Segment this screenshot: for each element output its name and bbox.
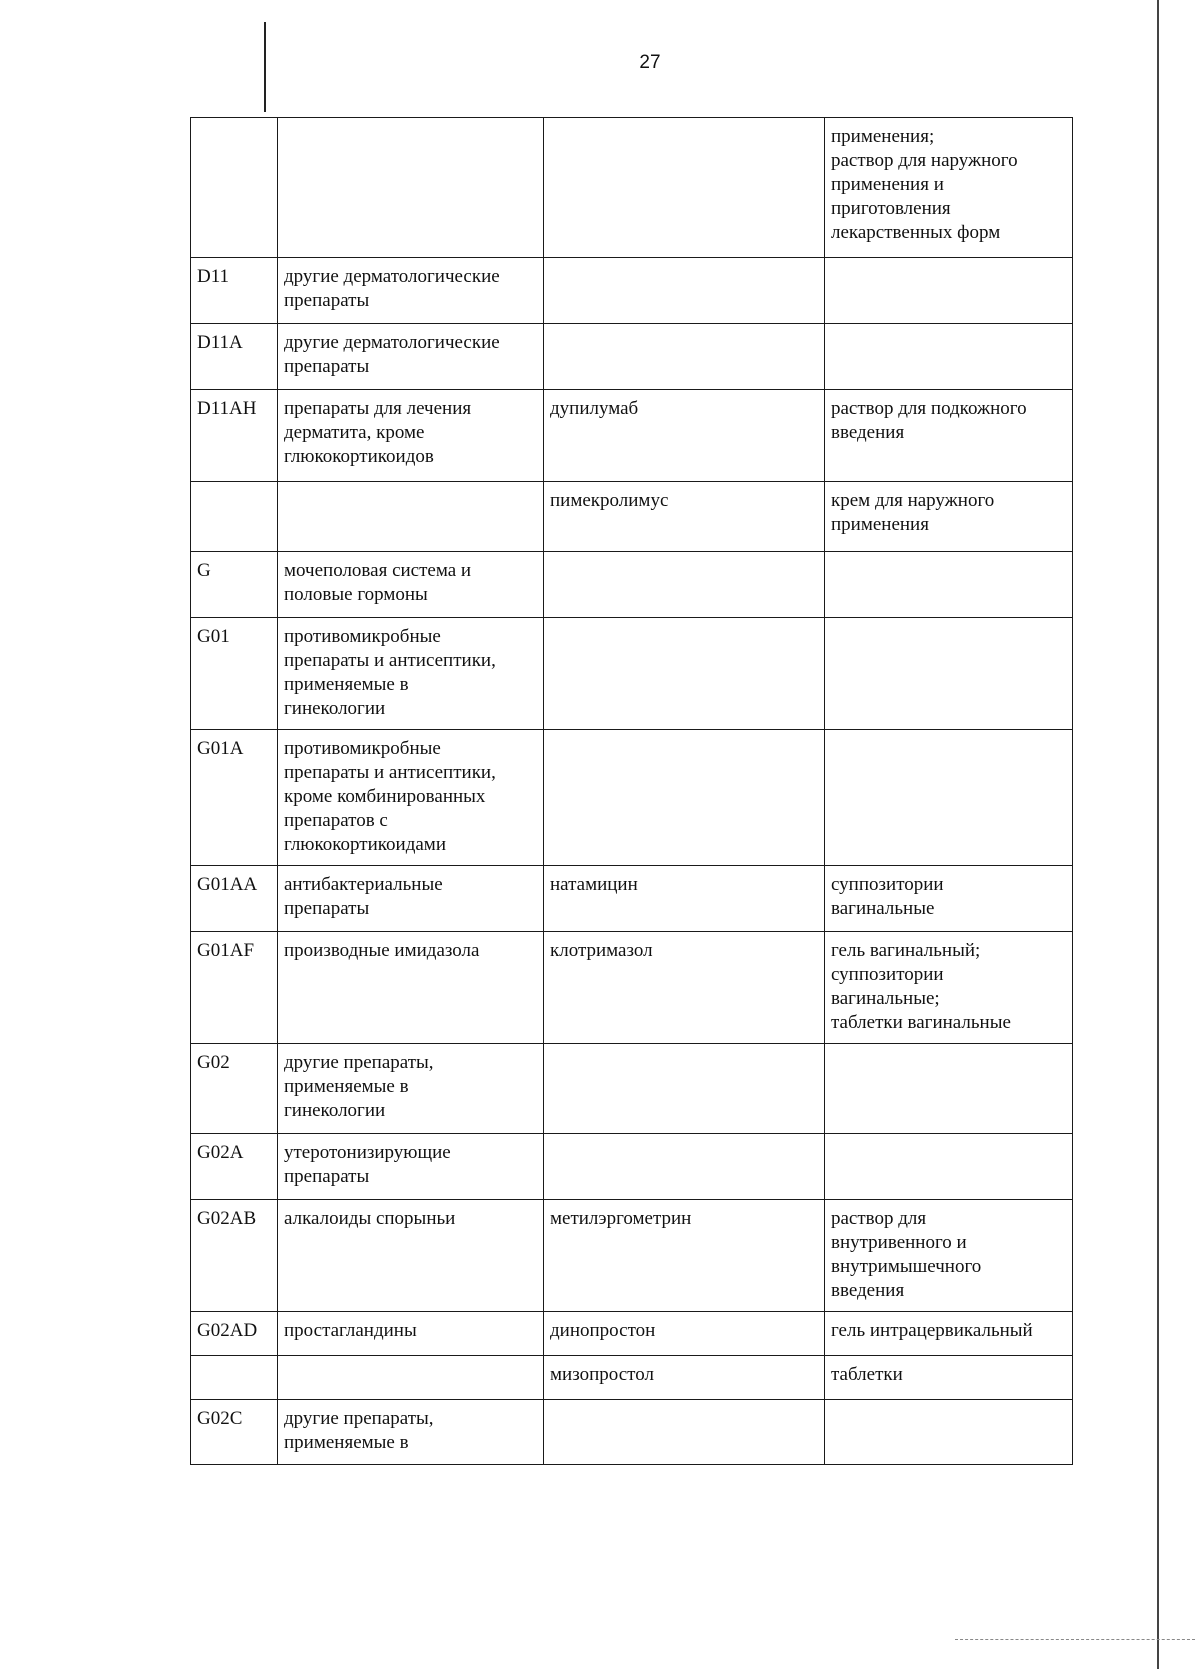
table-row — [191, 324, 1073, 390]
anatomic-group-cell — [278, 390, 544, 482]
drug-name-cell — [544, 932, 825, 1044]
anatomic-group-cell-line: производные имидазола — [284, 940, 480, 961]
dosage-form-cell — [825, 932, 1073, 1044]
dosage-form-cell-line: раствор для подкожного — [831, 398, 1027, 419]
dosage-form-cell-line: применения и — [831, 174, 944, 195]
drug-name-cell — [544, 324, 825, 390]
ath-code-cell — [191, 866, 278, 932]
dosage-form-cell-line: вагинальные — [831, 898, 935, 919]
anatomic-group-cell-line: другие препараты, — [284, 1052, 434, 1073]
table-row — [191, 390, 1073, 482]
dosage-form-cell — [825, 390, 1073, 482]
dosage-form-cell — [825, 1200, 1073, 1312]
drug-name-cell — [544, 1312, 825, 1356]
table-row — [191, 1044, 1073, 1134]
ath-code-cell — [191, 1200, 278, 1312]
dosage-form-cell — [825, 482, 1073, 552]
dosage-form-cell-line: раствор для — [831, 1208, 927, 1229]
table-row — [191, 618, 1073, 730]
table-row — [191, 1312, 1073, 1356]
anatomic-group-cell-line: препараты для лечения — [284, 398, 472, 419]
scan-dashed-mark — [955, 1639, 1195, 1641]
ath-code-cell-text: G — [197, 560, 211, 581]
anatomic-group-cell-line: мочеполовая система и — [284, 560, 472, 581]
drug-name-cell — [544, 118, 825, 258]
anatomic-group-cell-line: глюкокортикоидами — [284, 834, 446, 855]
ath-code-cell-text: G01 — [197, 626, 230, 647]
drug-name-cell — [544, 482, 825, 552]
dosage-form-cell-line: лекарственных форм — [831, 222, 1001, 243]
drug-name-cell — [544, 618, 825, 730]
drug-name-cell — [544, 1356, 825, 1400]
ath-code-cell-text: D11AH — [197, 398, 257, 419]
dosage-form-cell-line: приготовления — [831, 198, 951, 219]
anatomic-group-cell-line: препараты и антисептики, — [284, 650, 496, 671]
anatomic-group-cell-line: противомикробные — [284, 626, 441, 647]
anatomic-group-cell-line: другие препараты, — [284, 1408, 434, 1429]
anatomic-group-cell-line: антибактериальные — [284, 874, 443, 895]
drug-name-cell — [544, 1200, 825, 1312]
ath-code-cell — [191, 1134, 278, 1200]
drug-name-cell-line: метилэргометрин — [550, 1208, 692, 1229]
ath-code-cell — [191, 1356, 278, 1400]
anatomic-group-cell — [278, 1044, 544, 1134]
ath-code-cell — [191, 1044, 278, 1134]
drug-name-cell-line: пимекролимус — [550, 490, 669, 511]
anatomic-group-cell-line: применяемые в — [284, 1432, 409, 1453]
anatomic-group-cell-line: препараты — [284, 1166, 370, 1187]
ath-code-cell-text: G01AA — [197, 874, 258, 895]
anatomic-group-cell-line: препаратов с — [284, 810, 388, 831]
ath-code-cell — [191, 324, 278, 390]
anatomic-group-cell — [278, 482, 544, 552]
anatomic-group-cell-line: противомикробные — [284, 738, 441, 759]
dosage-form-cell-line: таблетки — [831, 1364, 903, 1385]
dosage-form-cell-line: раствор для наружного — [831, 150, 1018, 171]
drug-name-cell — [544, 730, 825, 866]
anatomic-group-cell — [278, 1200, 544, 1312]
anatomic-group-cell-line: применяемые в — [284, 674, 409, 695]
page-number: 27 — [639, 52, 661, 73]
anatomic-group-cell-line: гинекологии — [284, 698, 386, 719]
table-row — [191, 1134, 1073, 1200]
ath-code-cell — [191, 1400, 278, 1465]
dosage-form-cell — [825, 324, 1073, 390]
drug-name-cell — [544, 1400, 825, 1465]
table-row — [191, 258, 1073, 324]
anatomic-group-cell-line: гинекологии — [284, 1100, 386, 1121]
drug-name-cell — [544, 552, 825, 618]
ath-code-cell — [191, 118, 278, 258]
anatomic-group-cell — [278, 258, 544, 324]
table-row — [191, 118, 1073, 258]
anatomic-group-cell-line: алкалоиды спорыньи — [284, 1208, 456, 1229]
dosage-form-cell-line: внутривенного и — [831, 1232, 967, 1253]
dosage-form-cell-line: гель вагинальный; — [831, 940, 981, 961]
anatomic-group-cell-line: кроме комбинированных — [284, 786, 486, 807]
dosage-form-cell-line: применения — [831, 514, 929, 535]
dosage-form-cell-line: гель интрацервикальный — [831, 1320, 1033, 1341]
anatomic-group-cell-line: препараты — [284, 290, 370, 311]
ath-code-cell — [191, 730, 278, 866]
drug-name-cell — [544, 866, 825, 932]
dosage-form-cell — [825, 258, 1073, 324]
anatomic-group-cell-line: другие дерматологические — [284, 266, 500, 287]
anatomic-group-cell — [278, 324, 544, 390]
anatomic-group-cell — [278, 1312, 544, 1356]
anatomic-group-cell — [278, 932, 544, 1044]
scan-edge-line-right — [1157, 0, 1159, 1669]
table-row — [191, 866, 1073, 932]
dosage-form-cell-line: таблетки вагинальные — [831, 1012, 1011, 1033]
ath-code-cell-text: D11 — [197, 266, 230, 287]
anatomic-group-cell-line: препараты — [284, 898, 370, 919]
anatomic-group-cell-line: глюкокортикоидов — [284, 446, 434, 467]
table-row — [191, 1356, 1073, 1400]
anatomic-group-cell — [278, 552, 544, 618]
table-row — [191, 482, 1073, 552]
dosage-form-cell — [825, 1312, 1073, 1356]
anatomic-group-cell-line: другие дерматологические — [284, 332, 500, 353]
medication-table — [190, 117, 1073, 1465]
ath-code-cell — [191, 482, 278, 552]
ath-code-cell — [191, 932, 278, 1044]
dosage-form-cell-line: вагинальные; — [831, 988, 940, 1009]
drug-name-cell — [544, 390, 825, 482]
drug-name-cell — [544, 1134, 825, 1200]
anatomic-group-cell — [278, 1134, 544, 1200]
anatomic-group-cell-line: препараты — [284, 356, 370, 377]
drug-name-cell-line: клотримазол — [550, 940, 653, 961]
ath-code-cell-text: G02 — [197, 1052, 230, 1073]
anatomic-group-cell-line: половые гормоны — [284, 584, 428, 605]
dosage-form-cell — [825, 1044, 1073, 1134]
medication-table-body — [191, 118, 1073, 1465]
dosage-form-cell-line: суппозитории — [831, 964, 944, 985]
table-row — [191, 730, 1073, 866]
ath-code-cell-text: G02C — [197, 1408, 243, 1429]
table-row — [191, 552, 1073, 618]
dosage-form-cell-line: суппозитории — [831, 874, 944, 895]
table-row — [191, 1400, 1073, 1465]
anatomic-group-cell — [278, 1400, 544, 1465]
dosage-form-cell — [825, 118, 1073, 258]
ath-code-cell-text: G02AB — [197, 1208, 257, 1229]
drug-name-cell — [544, 1044, 825, 1134]
anatomic-group-cell — [278, 618, 544, 730]
anatomic-group-cell — [278, 118, 544, 258]
anatomic-group-cell — [278, 1356, 544, 1400]
ath-code-cell — [191, 552, 278, 618]
dosage-form-cell — [825, 866, 1073, 932]
anatomic-group-cell-line: утеротонизирующие — [284, 1142, 451, 1163]
anatomic-group-cell — [278, 730, 544, 866]
anatomic-group-cell-line: простагландины — [284, 1320, 417, 1341]
ath-code-cell — [191, 618, 278, 730]
ath-code-cell — [191, 258, 278, 324]
ath-code-cell-text: G01AF — [197, 940, 255, 961]
anatomic-group-cell-line: препараты и антисептики, — [284, 762, 496, 783]
ath-code-cell-text: G01A — [197, 738, 244, 759]
dosage-form-cell-line: введения — [831, 1280, 905, 1301]
anatomic-group-cell — [278, 866, 544, 932]
dosage-form-cell-line: применения; — [831, 126, 935, 147]
drug-name-cell-line: динопростон — [550, 1320, 656, 1341]
anatomic-group-cell-line: дерматита, кроме — [284, 422, 425, 443]
ath-code-cell-text: G02A — [197, 1142, 244, 1163]
table-row — [191, 932, 1073, 1044]
ath-code-cell — [191, 390, 278, 482]
ath-code-cell — [191, 1312, 278, 1356]
drug-name-cell-line: мизопростол — [550, 1364, 654, 1385]
drug-name-cell-line: дупилумаб — [550, 398, 639, 419]
anatomic-group-cell-line: применяемые в — [284, 1076, 409, 1097]
dosage-form-cell — [825, 1356, 1073, 1400]
dosage-form-cell — [825, 1400, 1073, 1465]
dosage-form-cell — [825, 730, 1073, 866]
drug-name-cell — [544, 258, 825, 324]
dosage-form-cell — [825, 618, 1073, 730]
table-row — [191, 1200, 1073, 1312]
dosage-form-cell-line: крем для наружного — [831, 490, 995, 511]
dosage-form-cell-line: внутримышечного — [831, 1256, 982, 1277]
dosage-form-cell — [825, 1134, 1073, 1200]
ath-code-cell-text: D11A — [197, 332, 243, 353]
drug-name-cell-line: натамицин — [550, 874, 638, 895]
dosage-form-cell-line: введения — [831, 422, 905, 443]
ath-code-cell-text: G02AD — [197, 1320, 258, 1341]
dosage-form-cell — [825, 552, 1073, 618]
